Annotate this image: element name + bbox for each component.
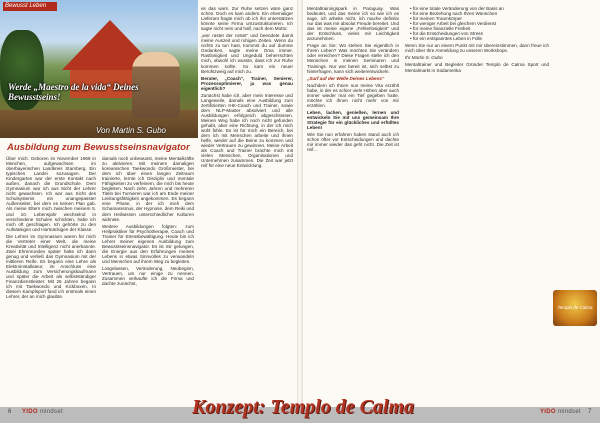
list-item: • für meinen Traumkörper xyxy=(410,16,549,21)
list-item: • für meine finanzielle Freiheit xyxy=(410,26,549,31)
column-5 xyxy=(405,6,549,400)
brand-name: YIDO xyxy=(22,409,38,415)
paragraph: Weitere Ausbildungen folgten: zum Heilpraktiker für Psychotherapie, Coach und Trainer für Stressbewältigung. Heute bin ich Lehrer meiner eigenen Ausbildung zum Bewusstseinsnavigator. Es ist mir gelungen, die Energie aus den Erfahrungen meines Lebens in etwas Sinnvolles zu verwandeln und Menschen auf ihrem Weg zu begleiten. xyxy=(102,223,194,264)
photo-byline: Von Martin S. Gubo xyxy=(96,126,166,135)
list-item: • für eine Beziehung nach Ihren Wünschen xyxy=(410,11,549,16)
paragraph: Wenn Sie nur an einem Punkt mit mir übereinstimmen, dann freue ich mich über Ihre Anmeldung zu unseren Workshops. xyxy=(405,43,549,54)
paragraph: Frage an Sie: Wo stehen Sie eigentlich in Ihrem Leben? Was möchten Sie verändern oder erreichen? Diese Fragen stelle ich den Menschen in meinen Seminaren und Trainings. Nur wer bereit ist, sich selbst zu hinterfragen, kann sich weiterentwickeln. xyxy=(307,43,399,74)
reasons-list xyxy=(405,6,549,41)
list-item: • für weniger Arbeit bei gleichem Verdienst xyxy=(410,21,549,26)
list-item: • für eine totale Veränderung von der Basis an xyxy=(410,6,549,11)
paragraph: damals noch unbewusst, meine Mentalkräfte zu aktivieren. Mit meinem damaligen koreanischen Taekwondo Großmeister, bei dem ich über einen langen Zeitraum trainierte, lernte ich Disziplin und mentale Fähigkeiten zu verfeinern, die mich bis heute begleiten. Nach zehn Jahren und mehreren Titeln bei Turnieren war ich am Ende meiner Leistungsfähigkeit angekommen. Es begann eine Phase, in der ich mich dem Schamanismus, der Hypnose, dem Reiki und dem Heilwissen unterschiedlicher Kulturen widmete. xyxy=(102,156,194,222)
paragraph: Zunächst habe ich, aber mein Interesse und Langeweile, damals eine Ausbildung zum zertifizierten IHK-Coach und Trainer, sowie dem NLP-Master absolviert und alle Ausbildungen erfolgreich abgeschlossen. Meinen Weg habe ich noch nicht gefunden gehabt, aber eine Richtung, in der ich mich wohl fühle. Es ist für mich ein Bereich, bei dem ich mit Menschen arbeite und ihnen helfe, wieder auf die Beine zu kommen und wieder Vertrauen zu gewinnen. Meine Arbeit als Coach und Trainer brachte mich mit vielen Menschen, Organisationen und Unternehmen zusammen. Die Zeit war jetzt reif für eine neue Entwicklung. xyxy=(201,92,293,169)
author-title: Mentaltrainer und Begleiter Gründer Templo de Calma Sport und Mentalmarkt in Südamerika xyxy=(405,62,549,73)
paragraph: Die Lehrer im Gymnasium waren für mich die Vertreter einer Welt, die meine Kreativität und Intelligenz nicht anerkannte. Zwei Ehrenrunden später hatte ich dann genug und verließ das Gymnasium mit der mittleren Reife. Es begann eine Lehre als Elektroinstallateur, im Anschluss eine Ausbildung zum Versicherungskaufmann und später die Arbeit als selbstständiger Finanzdienstleister. Mit 26 Jahren begann ich mit Taekwondo und Kickboxen. In diesem Kampfsport fand ich erstmals einen Lehrer, der an mich glaubte. xyxy=(6,233,96,300)
hero-photo xyxy=(0,0,198,138)
list-item: • für ein entspanntes Leben in Fülle xyxy=(410,36,549,41)
paragraph: Wie Sie nun erfahren haben stand auch ich schon öfter vor Entscheidungen und dachte mir immer wieder das geht nicht. Die Zeit ist reif… xyxy=(307,132,399,153)
paragraph: Über mich: Geboren im November 1968 in München, aufgewachsen im oberbayerischen Landkreis Starnberg. Ein typisches Landei sozusagen. Der Kindergarten war der erste Kontakt nach außen, danach die Grundschule. Dem Gymnasium war ich aus Sicht der Lehrer nicht gewachsen. Ich war aus Sicht des Schulsystems ein unangepasster Außenseiter, bei dem es keinen Plan gab. Als meine Eltern mich zwischen meinem 5. und 10. Lebensjahr wechselnd in verschiedene Schulen schickten, habe ich mich oft geschlagen. Ich gehörte zu den Aufsässigen und Hartnäckigen der Klasse. xyxy=(6,156,96,232)
brand-sub: mindset xyxy=(557,409,581,415)
signature-name: Ihr Martin S. Gubo xyxy=(405,55,443,61)
brand-sub: mindset xyxy=(39,409,63,415)
subheading: Berater, „Coach“, Trainer, Senierer, Prozessoptimierer, ja was genau eigentlich? xyxy=(201,75,293,91)
paragraph: Leben, lachen, genießen, lernen und entwickeln Sie mit uns gemeinsam Ihre Strategie für ein glückliches und erfülltes Leben! xyxy=(307,109,399,131)
brand-left xyxy=(22,409,63,415)
paragraph: Nachdem ich Ihnen nun meine Vita erzählt habe, in der es schier viele Höhen aber auch immer wieder mal ein Tief gegeben hatte, möchte ich Ihnen nicht mehr von mir erzählen. xyxy=(307,82,399,108)
page-gutter xyxy=(297,0,303,407)
paragraph: Losgelassen, Veränderung, Neubeginn, Vertrauen, um nur einige zu nennen. Zusammen verkaufte ich die Firma und dachte zunächst, xyxy=(102,265,194,287)
column-4 xyxy=(307,6,399,400)
column-3 xyxy=(201,6,293,400)
column-1 xyxy=(6,156,96,400)
page-number-left: 6 xyxy=(8,409,12,415)
templo-de-calma-logo: Templo de Calma xyxy=(553,290,597,326)
column-2 xyxy=(102,156,194,400)
brand-name: YIDO xyxy=(540,409,556,415)
highlight-quote: „Surf auf der Welle Deines Lebens“ xyxy=(307,75,385,81)
page-number-right: 7 xyxy=(588,409,592,415)
paragraph: es das wars. Zur Ruhe setzen wäre ganz schön. Doch es kam anders. Ein ehemaliger Lieferant fragte mich ob ich ihn unterstützen könnte seine Firma umzustrukturieren. Ich sagte nicht nein und half, nach dem Motto: xyxy=(201,6,293,32)
paragraph: Mentaltrainingspark in Paraguay. Was bedeutet, und das meine ich so wie ich es sage, ich arbeite nicht, ich mache definitiv nur das was mir absolut Freude bereitet. Und das ist meine eigene „Fehlerlosigkeit“ und der Entschluss, vieles mit Leichtigkeit anzunehmen. xyxy=(307,6,399,42)
list-item: • für die Entscheidungen von Stress xyxy=(410,31,549,36)
concept-banner: Konzept: Templo de Calma xyxy=(192,396,415,418)
photo-quote: Werde „Maestro de la vida“ Deines Bewusstseins! xyxy=(8,82,139,102)
article-headline: Ausbildung zum Bewusstseinsnavigator xyxy=(7,142,190,153)
paragraph: „wer rastet der rostet“ und beendete damit meine Auszeit und ruhigen Zeiten. Wenn du nichts zu tun hast, kommst du auf dumme Gedanken, sagte meine Oma immer. Rastlosigkeit und Ungeduld beherrschten mich, obwohl ich wusste, dass ich zur Ruhe kommen sollte. So kam ein neuer Berufszweig auf mich zu. xyxy=(201,33,293,74)
brand-right xyxy=(540,409,581,415)
section-tag: Bewusst Leben xyxy=(3,2,57,11)
